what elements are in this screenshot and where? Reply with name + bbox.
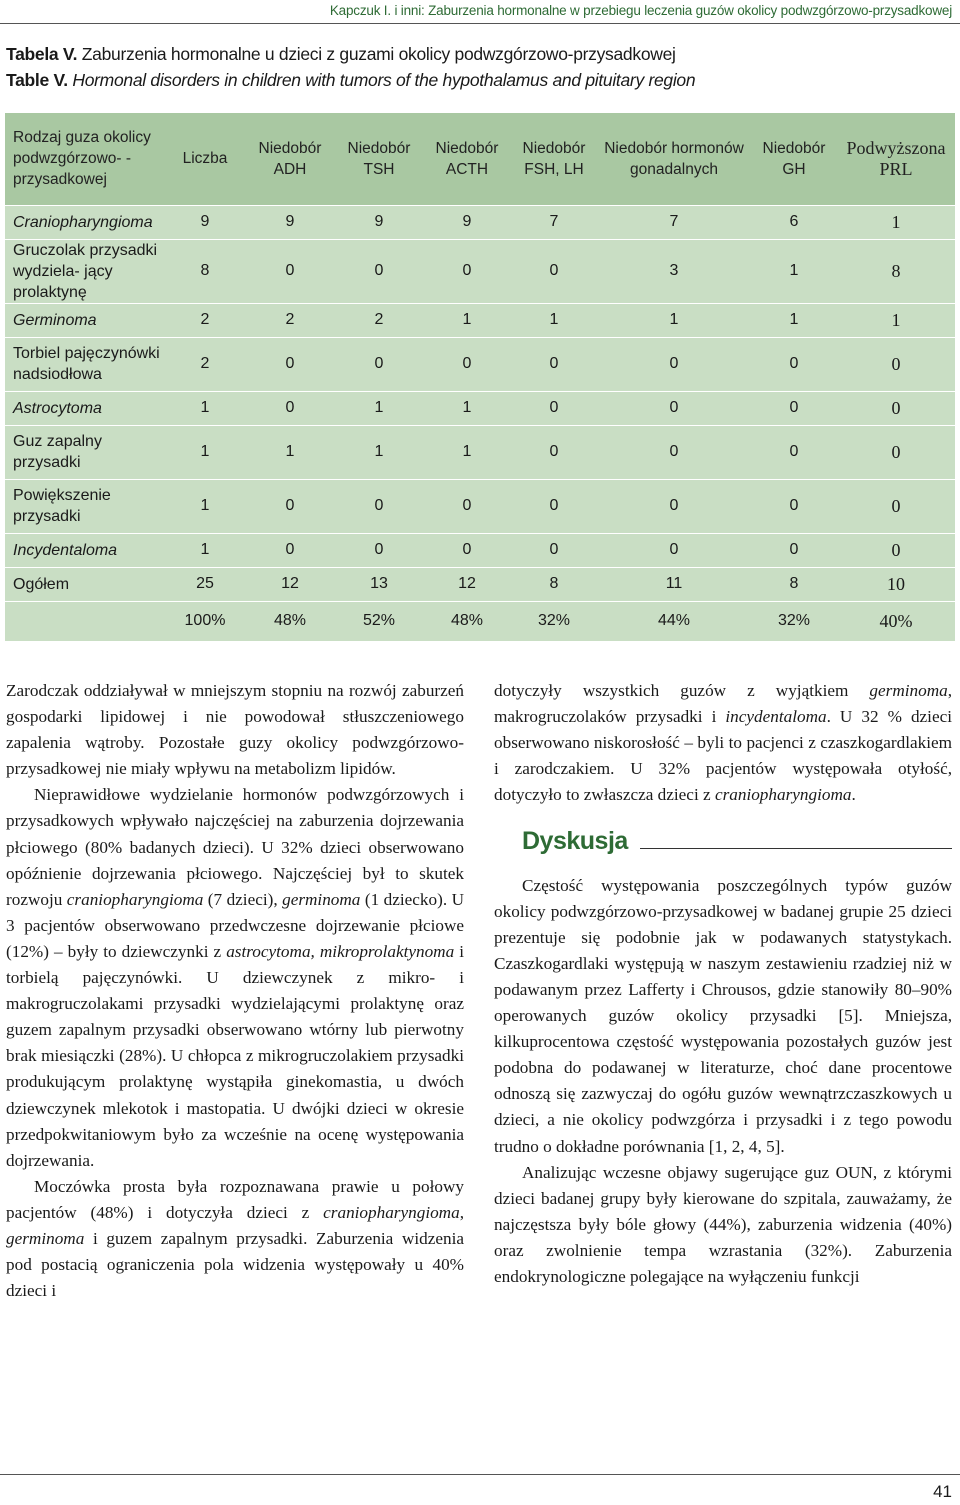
value-cell: 44%	[657, 612, 691, 630]
tumor-type-cell: Gruczolak przysadki wydziela- jący prolaktynę	[13, 241, 158, 301]
tumor-type-cell: Germinoma	[13, 311, 97, 329]
value-cell: 0	[549, 443, 559, 460]
value-cell: 1	[462, 311, 472, 328]
value-cell: 0	[549, 399, 559, 416]
value-cell: 1	[374, 399, 384, 416]
value-cell: 2	[285, 311, 295, 328]
table-row	[5, 337, 955, 391]
value-cell: 0	[462, 262, 472, 279]
value-cell: 1	[462, 399, 472, 416]
table-row	[5, 391, 955, 425]
header-divider	[0, 23, 960, 24]
caption-pl-text: Zaburzenia hormonalne u dzieci z guzami okolicy podwzgórzowo-przysadkowej	[81, 44, 676, 64]
value-cell: 0	[374, 497, 384, 514]
table-row	[5, 601, 955, 641]
value-cell: 0	[789, 355, 799, 372]
tumor-type-cell: Craniopharyngioma	[13, 213, 153, 231]
header-tsh: Niedobór TSH	[347, 139, 411, 178]
footer-divider	[0, 1474, 960, 1475]
value-cell: 0	[669, 497, 679, 514]
caption-en-text: Hormonal disorders in children with tumors of the hypothalamus and pituitary region	[72, 70, 696, 90]
page-number: 41	[933, 1482, 952, 1501]
value-cell: 0	[891, 353, 901, 374]
table-row	[5, 239, 955, 303]
value-cell: 9	[200, 213, 210, 230]
value-cell: 40%	[879, 610, 913, 631]
value-cell: 10	[887, 573, 905, 594]
paragraph: Zarodczak oddziaływał w mniejszym stopniu na rozwój zaburzeń gospodarki lipidowej i nie powodował stłuszczeniowego zapalenia wątroby. Pozostałe guzy okolicy podwzgórzowo-przysadkowej nie miały wpływu na metabolizm lipidów.	[6, 681, 464, 779]
value-cell: 0	[549, 497, 559, 514]
tumor-type-cell	[5, 601, 165, 641]
value-cell: 0	[891, 539, 901, 560]
value-cell: 1	[200, 541, 210, 558]
value-cell: 9	[285, 213, 295, 230]
value-cell: 7	[549, 213, 559, 230]
tumor-type-cell: Incydentaloma	[13, 541, 118, 559]
header-fsh-lh: Niedobór FSH, LH	[522, 139, 586, 178]
hormonal-disorders-table	[5, 113, 955, 641]
value-cell: 0	[549, 541, 559, 558]
right-text-column	[494, 678, 952, 1290]
value-cell: 0	[374, 355, 384, 372]
value-cell: 1	[789, 311, 799, 328]
value-cell: 9	[462, 213, 472, 230]
value-cell: 0	[374, 541, 384, 558]
value-cell: 0	[789, 541, 799, 558]
value-cell: 48%	[273, 612, 307, 630]
value-cell: 32%	[777, 612, 811, 630]
value-cell: 1	[374, 443, 384, 460]
value-cell: 8	[549, 575, 559, 592]
value-cell: 0	[549, 262, 559, 279]
header-acth: Niedobór ACTH	[435, 139, 499, 178]
value-cell: 0	[891, 397, 901, 418]
value-cell: 1	[200, 443, 210, 460]
value-cell: 0	[789, 497, 799, 514]
table-row	[5, 303, 955, 337]
caption-en-label: Table V.	[6, 70, 68, 90]
running-header: Kapczuk I. i inni: Zaburzenia hormonalne w przebiegu leczenia guzów okolicy podwzgórzowo-przysadkowej	[329, 3, 952, 18]
tumor-type-cell: Powiększenie przysadki	[13, 487, 111, 525]
table-row	[5, 567, 955, 601]
table-caption-en	[6, 70, 695, 91]
value-cell: 1	[891, 309, 901, 330]
value-cell: 2	[374, 311, 384, 328]
value-cell: 0	[285, 497, 295, 514]
value-cell: 3	[669, 262, 679, 279]
table-caption-pl	[6, 44, 676, 65]
value-cell: 1	[462, 443, 472, 460]
value-cell: 0	[285, 399, 295, 416]
value-cell: 0	[285, 355, 295, 372]
value-cell: 0	[462, 541, 472, 558]
value-cell: 2	[200, 311, 210, 328]
value-cell: 1	[789, 262, 799, 279]
tumor-type-cell: Torbiel pajęczynówki nadsiodłowa	[13, 345, 160, 383]
value-cell: 1	[285, 443, 295, 460]
value-cell: 11	[665, 575, 683, 592]
section-heading: Dyskusja	[522, 828, 952, 854]
value-cell: 12	[281, 575, 299, 592]
paragraph: Moczówka prosta była rozpoznawana prawie u połowy pacjentów (48%) i dotyczyła dzieci z craniopharyngioma, germinoma i guzem zapalnym przysadki. Zaburzenia widzenia pod postacią ograniczenia pola widzenia występowały u 40% dzieci i	[6, 1176, 464, 1301]
value-cell: 7	[669, 213, 679, 230]
header-gh: Niedobór GH	[762, 139, 826, 178]
value-cell: 13	[370, 575, 388, 592]
value-cell: 32%	[537, 612, 571, 630]
paragraph: Nieprawidłowe wydzielanie hormonów podwzgórzowych i przysadkowych wpływało najczęściej na zaburzenia dojrzewania płciowego (80% badanych dzieci). U 32% dzieci obserwowano opóźnienie dojrzewania płciowego. Najczęściej był to skutek rozwoju craniopharyngioma (7 dzieci), germinoma (1 dziecko). U 3 pacjentów obserwowano przedwczesne dojrzewanie płciowe (12%) – były to dziewczynki z astrocytoma, mikroprolaktynoma i torbielą pajęczynówki. U dziewczynek z mikro- i makrogruczolakami przysadki wydzielającymi prolaktynę oraz guzem zapalnym przysadki obserwowano wtórny lub pierwotny brak miesiączki (28%). U chłopca z mikrogruczolakiem przysadki produkującym prolaktynę wystąpiła ginekomastia, u dwóch dziewczynek mlekotok i mastopatia. U dwójki dzieci w okresie przedpokwitaniowym było za wcześnie na ocenę występowania dojrzewania.	[6, 785, 464, 1170]
value-cell: 0	[669, 443, 679, 460]
value-cell: 1	[549, 311, 559, 328]
caption-pl-label: Tabela V.	[6, 44, 78, 64]
value-cell: 9	[374, 213, 384, 230]
value-cell: 8	[200, 262, 210, 279]
value-cell: 25	[196, 575, 214, 592]
value-cell: 1	[200, 497, 210, 514]
table-row	[5, 479, 955, 533]
paragraph: dotyczyły wszystkich guzów z wyjątkiem germinoma, makrogruczolaków przysadki i incydentaloma. U 32 % dzieci obserwowano niskorosłość – byli to pacjenci z czaszkogardlakiem i zarodczakiem. U 32% pacjentów występowała otyłość, dotyczyło to zwłaszcza dzieci z craniopharyngioma.	[494, 681, 952, 805]
value-cell: 48%	[450, 612, 484, 630]
header-prl: Podwyższona PRL	[846, 137, 946, 179]
value-cell: 0	[462, 355, 472, 372]
value-cell: 0	[789, 399, 799, 416]
value-cell: 6	[789, 213, 799, 230]
table-row	[5, 425, 955, 479]
value-cell: 12	[458, 575, 476, 592]
table-row	[5, 205, 955, 239]
value-cell: 1	[891, 211, 901, 232]
value-cell: 1	[669, 311, 679, 328]
table-row	[5, 533, 955, 567]
value-cell: 2	[200, 355, 210, 372]
paragraph: Częstość występowania poszczególnych typów guzów okolicy podwzgórzowo-przysadkowej w badanej grupie 25 dzieci prezentuje się podobnie jak w podawanych statystykach. Czaszkogardlaki występują w naszym zestawieniu rzadziej niż w podawanym przez Lafferty i Chrousos, gdzie stanowiły 80–90% operowanych guzów okolicy przysadki [5]. Mniejsza, kilkuprocentowa częstość występowania pozostałych guzów jest podobna do podawanej w literaturze, choć dane procentowe odnoszą się zazwyczaj do ogółu guzów wewnątrzczaszkowych u dzieci, a nie okolicy podwzgórza i przysadki i z tego powodu trudno o dokładne porównania [1, 2, 4, 5].	[494, 875, 952, 1156]
value-cell: 0	[789, 443, 799, 460]
value-cell: 8	[891, 260, 901, 281]
value-cell: 0	[374, 262, 384, 279]
tumor-type-cell: Astrocytoma	[13, 399, 102, 417]
value-cell: 0	[285, 262, 295, 279]
value-cell: 8	[789, 575, 799, 592]
value-cell: 52%	[362, 612, 396, 630]
value-cell: 0	[669, 355, 679, 372]
table-header-row	[5, 113, 955, 205]
left-text-column	[6, 678, 464, 1304]
paragraph: Analizując wczesne objawy sugerujące guz OUN, z którymi dzieci badanej grupy były kierowane do szpitala, zauważamy, że najczęstsza były bóle głowy (44%), zaburzenia widzenia (40%) oraz zwolnienie tempa wzrastania (32%). Zaburzenia endokrynologiczne polegające na wyłączeniu funkcji	[494, 1162, 952, 1286]
heading-rule	[640, 848, 952, 849]
value-cell: 0	[462, 497, 472, 514]
value-cell: 0	[891, 441, 901, 462]
value-cell: 0	[669, 399, 679, 416]
header-adh: Niedobór ADH	[258, 139, 322, 178]
value-cell: 0	[549, 355, 559, 372]
value-cell: 0	[891, 495, 901, 516]
tumor-type-cell: Ogółem	[13, 575, 70, 593]
value-cell: 100%	[184, 612, 226, 630]
header-count: Liczba	[182, 150, 228, 168]
value-cell: 1	[200, 399, 210, 416]
tumor-type-cell: Guz zapalny przysadki	[13, 433, 102, 471]
header-gonadal: Niedobór hormonów gonadalnych	[604, 139, 744, 178]
value-cell: 0	[669, 541, 679, 558]
value-cell: 0	[285, 541, 295, 558]
header-tumor-type: Rodzaj guza okolicy podwzgórzowo- -przysadkowej	[13, 129, 151, 189]
